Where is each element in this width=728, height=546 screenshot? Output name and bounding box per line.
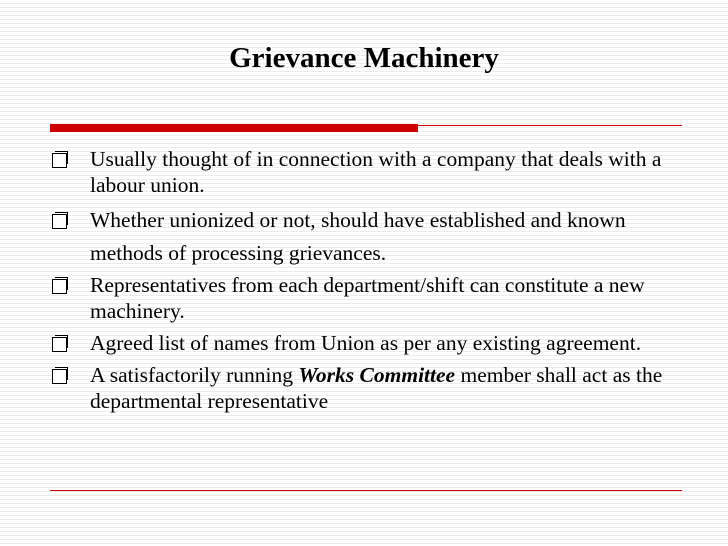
hollow-square-bullet-icon: [52, 279, 67, 294]
slide-title: Grievance Machinery: [229, 42, 499, 74]
bullet-text-start: A satisfactorily running: [90, 363, 299, 387]
divider-thin-rule: [418, 125, 682, 126]
bullet-item: [46, 272, 686, 324]
title-divider: [50, 122, 682, 132]
bullet-item: [46, 146, 686, 198]
bullet-text: Representatives from each department/shift can constitute a new machinery.: [90, 273, 645, 323]
bullet-list: [46, 146, 686, 420]
hollow-square-bullet-icon: [52, 153, 67, 168]
bullet-item: [46, 204, 686, 270]
bullet-item: [46, 362, 686, 414]
hollow-square-bullet-icon: [52, 214, 67, 229]
bullet-item: [46, 330, 686, 356]
bullet-text: Whether unionized or not, should have established and known methods of processing grievances.: [90, 208, 626, 265]
bullet-text-end: member shall act as the departmental representative: [90, 363, 663, 413]
accent-bar: [50, 124, 418, 132]
footer-rule: [50, 490, 682, 491]
hollow-square-bullet-icon: [52, 337, 67, 352]
emphasis-works-committee: Works Committee: [298, 363, 456, 387]
hollow-square-bullet-icon: [52, 369, 67, 384]
bullet-text: Agreed list of names from Union as per any existing agreement.: [90, 331, 642, 355]
bullet-text: Usually thought of in connection with a company that deals with a labour union.: [90, 147, 662, 197]
